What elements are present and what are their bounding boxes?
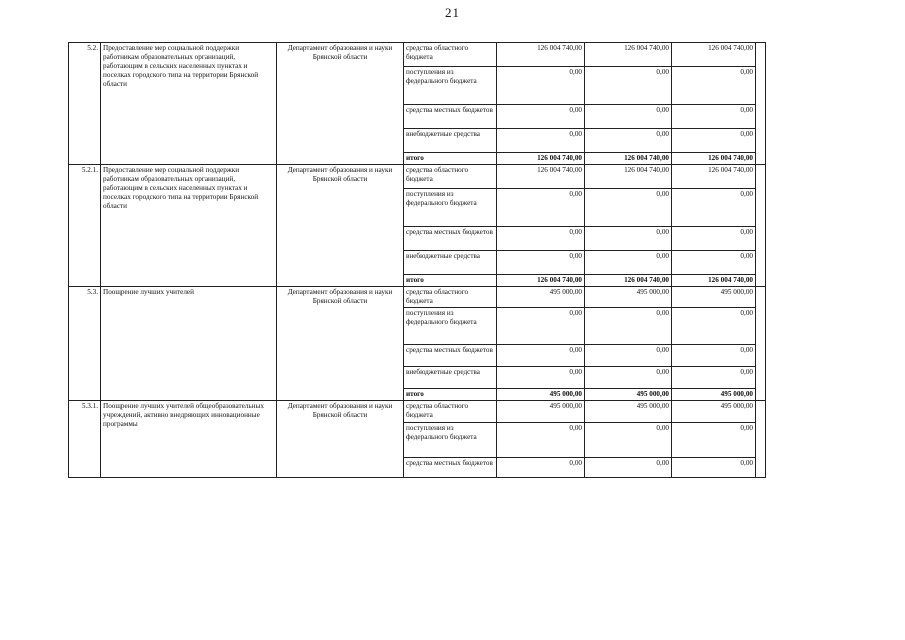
- funding-source-label: внебюджетные средства: [404, 251, 497, 275]
- amount-cell: 126 004 740,00: [672, 153, 756, 165]
- item-code: 5.2.: [69, 43, 101, 165]
- funding-source-label: средства областного бюджета: [404, 401, 497, 423]
- funding-source-label: средства областного бюджета: [404, 287, 497, 308]
- amount-cell: 495 000,00: [585, 389, 672, 401]
- funding-source-label: поступления из федерального бюджета: [404, 189, 497, 227]
- responsible-department: Департамент образования и науки Брянской области: [277, 165, 404, 287]
- responsible-department: Департамент образования и науки Брянской области: [277, 43, 404, 165]
- item-name: Поощрение лучших учителей: [101, 287, 277, 401]
- amount-cell: 495 000,00: [497, 401, 585, 423]
- amount-cell: 0,00: [672, 458, 756, 478]
- amount-cell: 0,00: [672, 251, 756, 275]
- amount-cell: 495 000,00: [672, 389, 756, 401]
- item-code: 5.3.1.: [69, 401, 101, 478]
- table-row: [69, 165, 766, 189]
- amount-cell: 0,00: [585, 251, 672, 275]
- amount-cell: 495 000,00: [672, 401, 756, 423]
- amount-cell: 126 004 740,00: [585, 275, 672, 287]
- amount-cell: 495 000,00: [497, 389, 585, 401]
- amount-cell: 0,00: [672, 345, 756, 367]
- amount-cell: 0,00: [672, 308, 756, 345]
- blank-column-cell: [756, 401, 766, 478]
- amount-cell: 126 004 740,00: [497, 43, 585, 67]
- amount-cell: 0,00: [672, 129, 756, 153]
- funding-source-label: средства областного бюджета: [404, 43, 497, 67]
- amount-cell: 0,00: [585, 345, 672, 367]
- amount-cell: 0,00: [585, 423, 672, 458]
- item-code: 5.3.: [69, 287, 101, 401]
- item-name: Предоставление мер социальной поддержки работникам образовательных организаций, работающим в сельских населенных пунктах и поселках городского типа на территории Брянской области: [101, 165, 277, 287]
- amount-cell: 0,00: [672, 367, 756, 389]
- amount-cell: 126 004 740,00: [585, 153, 672, 165]
- amount-cell: 0,00: [497, 227, 585, 251]
- amount-cell: 126 004 740,00: [672, 43, 756, 67]
- amount-cell: 0,00: [497, 367, 585, 389]
- amount-cell: 126 004 740,00: [497, 165, 585, 189]
- amount-cell: 0,00: [497, 308, 585, 345]
- responsible-department: Департамент образования и науки Брянской области: [277, 401, 404, 478]
- amount-cell: 0,00: [497, 67, 585, 105]
- amount-cell: 0,00: [585, 105, 672, 129]
- funding-source-label: итого: [404, 389, 497, 401]
- funding-source-label: поступления из федерального бюджета: [404, 67, 497, 105]
- budget-table-body: [69, 43, 766, 478]
- amount-cell: 495 000,00: [585, 287, 672, 308]
- amount-cell: 495 000,00: [672, 287, 756, 308]
- funding-source-label: средства местных бюджетов: [404, 458, 497, 478]
- funding-source-label: средства местных бюджетов: [404, 227, 497, 251]
- funding-source-label: средства областного бюджета: [404, 165, 497, 189]
- funding-source-label: внебюджетные средства: [404, 129, 497, 153]
- amount-cell: 0,00: [672, 189, 756, 227]
- funding-source-label: итого: [404, 153, 497, 165]
- funding-source-label: средства местных бюджетов: [404, 105, 497, 129]
- table-row: [69, 43, 766, 67]
- item-name: Предоставление мер социальной поддержки работникам образовательных организаций, работающим в сельских населенных пунктах и поселках городского типа на территории Брянской области: [101, 43, 277, 165]
- amount-cell: 0,00: [497, 189, 585, 227]
- table-row: [69, 401, 766, 423]
- amount-cell: 0,00: [497, 105, 585, 129]
- item-name: Поощрение лучших учителей общеобразовательных учреждений, активно внедряющих инновационные программы: [101, 401, 277, 478]
- amount-cell: 0,00: [497, 423, 585, 458]
- amount-cell: 0,00: [585, 189, 672, 227]
- amount-cell: 0,00: [585, 67, 672, 105]
- funding-source-label: поступления из федерального бюджета: [404, 423, 497, 458]
- amount-cell: 126 004 740,00: [497, 153, 585, 165]
- amount-cell: 126 004 740,00: [497, 275, 585, 287]
- amount-cell: 0,00: [672, 67, 756, 105]
- item-code: 5.2.1.: [69, 165, 101, 287]
- amount-cell: 0,00: [497, 251, 585, 275]
- funding-source-label: внебюджетные средства: [404, 367, 497, 389]
- amount-cell: 126 004 740,00: [672, 165, 756, 189]
- blank-column-cell: [756, 43, 766, 165]
- amount-cell: 0,00: [585, 129, 672, 153]
- blank-column-cell: [756, 287, 766, 401]
- amount-cell: 126 004 740,00: [585, 43, 672, 67]
- amount-cell: 0,00: [672, 105, 756, 129]
- page-number: 21: [445, 5, 460, 20]
- funding-source-label: итого: [404, 275, 497, 287]
- amount-cell: 495 000,00: [585, 401, 672, 423]
- funding-source-label: средства местных бюджетов: [404, 345, 497, 367]
- amount-cell: 0,00: [672, 423, 756, 458]
- amount-cell: 0,00: [585, 227, 672, 251]
- responsible-department: Департамент образования и науки Брянской области: [277, 287, 404, 401]
- amount-cell: 126 004 740,00: [585, 165, 672, 189]
- amount-cell: 0,00: [497, 458, 585, 478]
- amount-cell: 0,00: [497, 129, 585, 153]
- amount-cell: 0,00: [497, 345, 585, 367]
- amount-cell: 0,00: [585, 367, 672, 389]
- amount-cell: 126 004 740,00: [672, 275, 756, 287]
- table-row: [69, 287, 766, 308]
- blank-column-cell: [756, 165, 766, 287]
- amount-cell: 0,00: [672, 227, 756, 251]
- amount-cell: 0,00: [585, 458, 672, 478]
- funding-source-label: поступления из федерального бюджета: [404, 308, 497, 345]
- amount-cell: 0,00: [585, 308, 672, 345]
- amount-cell: 495 000,00: [497, 287, 585, 308]
- budget-table: [68, 42, 766, 478]
